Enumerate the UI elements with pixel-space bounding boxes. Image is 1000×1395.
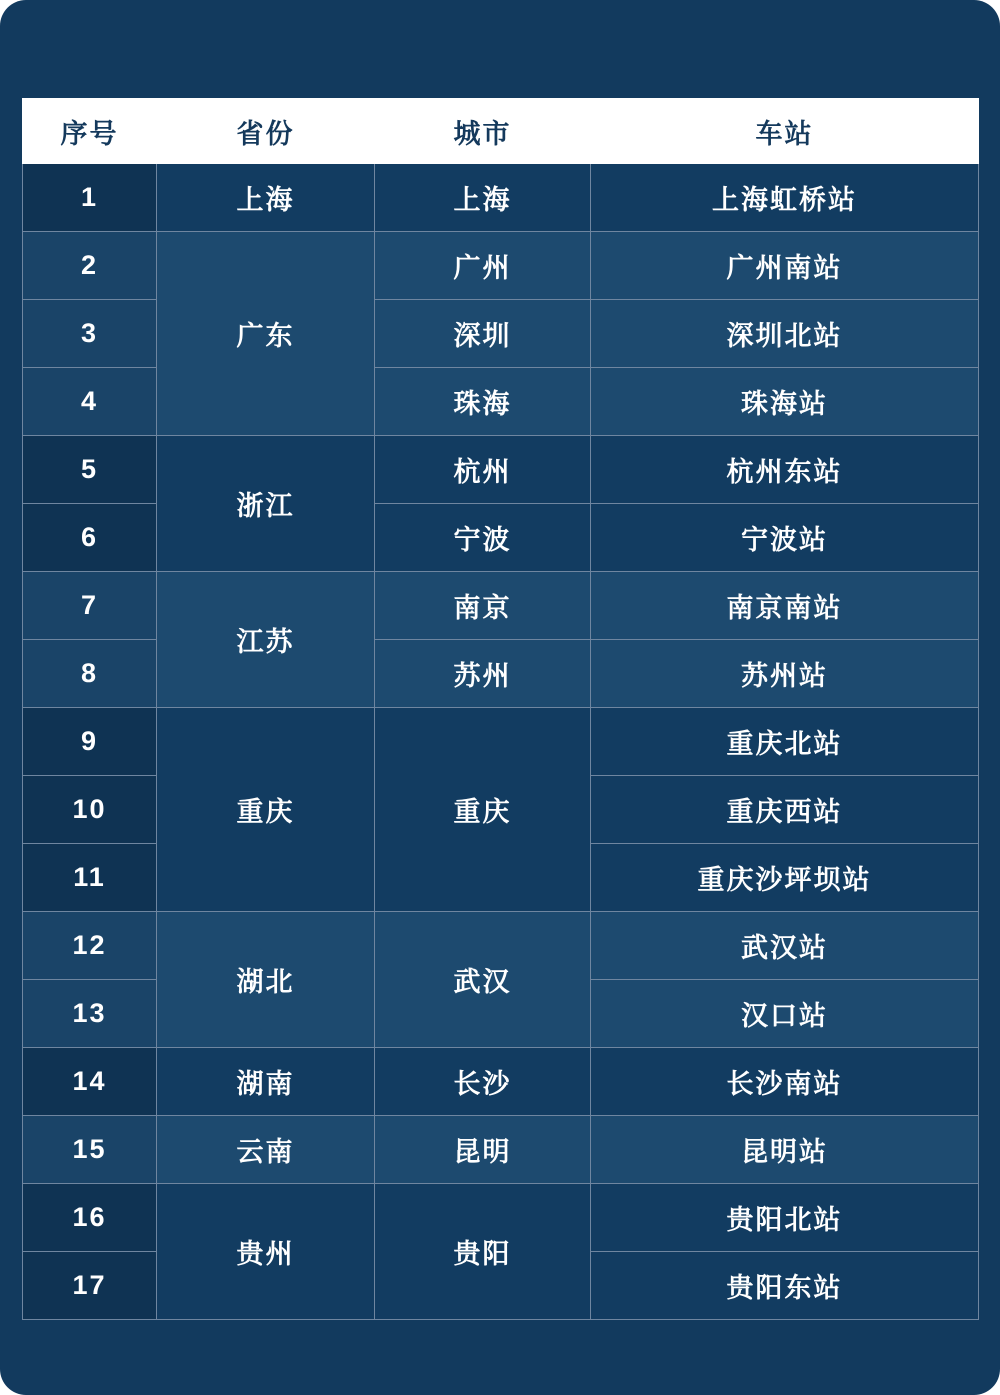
cell-index: 5 [23,436,157,504]
table-row [23,1116,979,1184]
cell-station: 贵阳东站 [591,1252,979,1320]
column-header-station: 车站 [591,99,979,164]
cell-station: 昆明站 [591,1116,979,1184]
cell-city: 宁波 [375,504,591,572]
cell-index: 11 [23,844,157,912]
cell-index: 3 [23,300,157,368]
cell-province: 贵州 [157,1184,375,1320]
cell-city: 杭州 [375,436,591,504]
cell-station: 重庆北站 [591,708,979,776]
cell-index: 14 [23,1048,157,1116]
cell-index: 10 [23,776,157,844]
cell-index: 8 [23,640,157,708]
cell-city: 广州 [375,232,591,300]
cell-province: 重庆 [157,708,375,912]
cell-station: 重庆西站 [591,776,979,844]
cell-index: 17 [23,1252,157,1320]
cell-station: 宁波站 [591,504,979,572]
cell-station: 苏州站 [591,640,979,708]
cell-station: 武汉站 [591,912,979,980]
cell-province: 云南 [157,1116,375,1184]
cell-index: 9 [23,708,157,776]
cell-index: 16 [23,1184,157,1252]
column-header-province: 省份 [157,99,375,164]
cell-station: 珠海站 [591,368,979,436]
table-row [23,708,979,776]
cell-province: 广东 [157,232,375,436]
cell-index: 7 [23,572,157,640]
cell-city: 南京 [375,572,591,640]
table-row [23,232,979,300]
cell-index: 6 [23,504,157,572]
column-header-index: 序号 [23,99,157,164]
cell-station: 长沙南站 [591,1048,979,1116]
table-row [23,436,979,504]
table-row [23,1048,979,1116]
station-table [22,98,979,1320]
cell-index: 12 [23,912,157,980]
table-row [23,164,979,232]
cell-station: 广州南站 [591,232,979,300]
table-row [23,1184,979,1252]
cell-city: 长沙 [375,1048,591,1116]
cell-province: 江苏 [157,572,375,708]
table-row [23,572,979,640]
cell-index: 13 [23,980,157,1048]
cell-station: 南京南站 [591,572,979,640]
table-header [23,99,979,164]
table-wrap [22,98,978,1320]
cell-city: 武汉 [375,912,591,1048]
cell-station: 上海虹桥站 [591,164,979,232]
cell-city: 苏州 [375,640,591,708]
cell-city: 深圳 [375,300,591,368]
cell-station: 重庆沙坪坝站 [591,844,979,912]
cell-city: 贵阳 [375,1184,591,1320]
cell-province: 浙江 [157,436,375,572]
cell-province: 上海 [157,164,375,232]
cell-province: 湖南 [157,1048,375,1116]
cell-station: 汉口站 [591,980,979,1048]
column-header-city: 城市 [375,99,591,164]
cell-province: 湖北 [157,912,375,1048]
cell-city: 昆明 [375,1116,591,1184]
cell-station: 深圳北站 [591,300,979,368]
table-header-row [23,99,979,164]
cell-city: 珠海 [375,368,591,436]
table-row [23,912,979,980]
cell-index: 2 [23,232,157,300]
table-body [23,164,979,1320]
cell-index: 1 [23,164,157,232]
cell-city: 上海 [375,164,591,232]
cell-index: 4 [23,368,157,436]
cell-station: 杭州东站 [591,436,979,504]
cell-city: 重庆 [375,708,591,912]
cell-station: 贵阳北站 [591,1184,979,1252]
cell-index: 15 [23,1116,157,1184]
